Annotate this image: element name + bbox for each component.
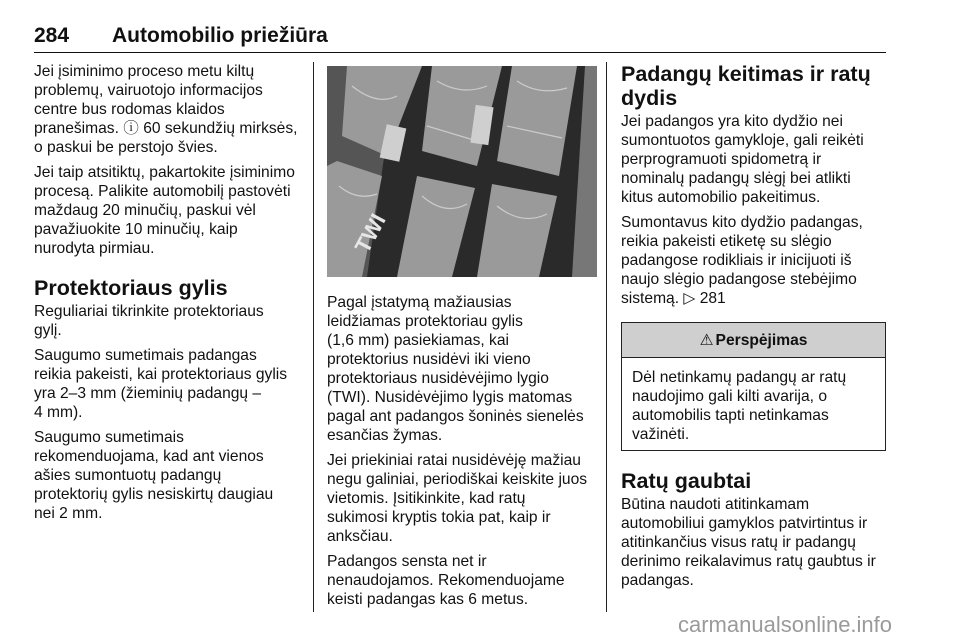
section-heading-wheel-covers: Ratų gaubtai bbox=[621, 469, 752, 493]
paragraph: Saugumo sumetimais padangas reikia pakeisti, kai protektoriaus gylis yra 2–3 mm (žieminių padangų – 4 mm). bbox=[34, 347, 288, 421]
column-2 bbox=[327, 62, 599, 615]
paragraph: Jei padangos yra kito dydžio nei sumontuotos gamykloje, gali reikėti perprogramuoti spidometrą ir nominalų padangų slėgį bei atlikti kitus automobilio pakeitimus. bbox=[621, 113, 864, 206]
twi-label: TWI bbox=[349, 209, 391, 257]
page-header bbox=[34, 22, 886, 53]
column-divider bbox=[606, 62, 607, 612]
paragraph: Pagal įstatymą mažiausias leidžiamas protektoriau gylis (1,6 mm) pasiekiamas, kai protektorius nusidėvi iki vieno protektoriaus nusidėvėjimo lygio (TWI). Nusidėvėjimo lygis matomas pagal ant padangos šoninės sienelės esančias žymas. bbox=[327, 294, 584, 444]
paragraph: Padangos sensta net ir nenaudojamos. Rekomenduojame keisti padangas kas 6 metus. bbox=[327, 553, 565, 608]
page-title: Automobilio priežiūra bbox=[112, 24, 328, 47]
section-heading-tread-depth: Protektoriaus gylis bbox=[34, 276, 228, 300]
warning-header bbox=[622, 323, 885, 358]
paragraph: Saugumo sumetimais rekomenduojama, kad ant vienos ašies sumontuotų padangų protektorių gylis nesiskirtų daugiau nei 2 mm. bbox=[34, 429, 274, 522]
column-divider bbox=[313, 62, 314, 612]
paragraph: Jei taip atsitiktų, pakartokite įsiminimo procesą. Palikite automobilį pastovėti maždaug 20 minučių, paskui vėl pavažiuokite 10 minučių, kaip nurodyta pirmiau. bbox=[34, 164, 295, 257]
paragraph: Sumontavus kito dydžio padangas, reikia pakeisti etiketę su slėgio padangose rodikliais ir inicijuoti iš naujo slėgio padangose stebėjimo sistemą. ▷ 281 bbox=[621, 214, 863, 307]
column-1 bbox=[34, 62, 306, 529]
paragraph: Būtina naudoti atitinkamam automobiliui gamyklos patvirtintus ir atitinkančius visus ratų ir padangų derinimo reikalavimus ratų gaubtus ir padangas. bbox=[621, 496, 876, 589]
paragraph: Jei įsiminimo proceso metu kiltų problemų, vairuotojo informacijos centre bus rodomas klaidos pranešimas. ⓘ 60 sekundžių mirksės, o paskui be perstojo švies. bbox=[34, 63, 298, 156]
section-heading-tire-change: Padangų keitimas ir ratų dydis bbox=[621, 62, 871, 110]
page-number: 284 bbox=[34, 24, 70, 47]
paragraph: Reguliariai tikrinkite protektoriaus gylį. bbox=[34, 303, 264, 339]
column-3 bbox=[621, 62, 886, 596]
paragraph: Jei priekiniai ratai nusidėvėję mažiau negu galiniai, periodiškai keiskite juos vietomis. Įsitikinkite, kad ratų sukimosi kryptis tokia pat, kaip ir anksčiau. bbox=[327, 452, 588, 545]
warning-triangle-icon: ⚠ bbox=[699, 332, 714, 349]
tire-tread-illustration bbox=[327, 66, 597, 277]
watermark: carmanualsonline.info bbox=[678, 612, 893, 637]
warning-box bbox=[621, 322, 886, 451]
warning-title: Perspėjimas bbox=[715, 332, 808, 349]
warning-text: Dėl netinkamų padangų ar ratų naudojimo gali kilti avarija, o automobilis tapti netinkamas važinėti. bbox=[632, 369, 847, 443]
